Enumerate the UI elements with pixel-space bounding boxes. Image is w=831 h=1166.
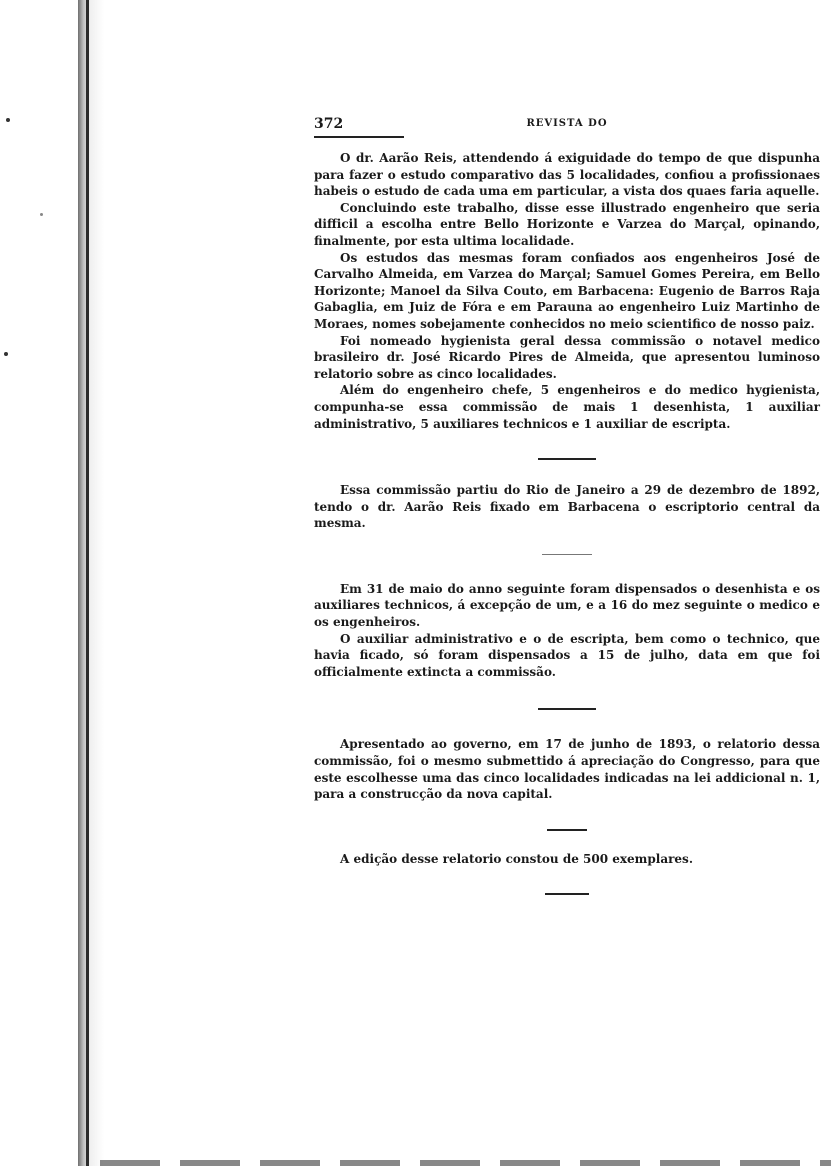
section-2 [314,482,820,532]
paragraph: Além do engenheiro chefe, 5 engenheiros e do medico hygienista, compunha-se essa commissão de mais 1 desenhista, 1 auxiliar administrativo, 5 auxiliares technicos e 1 auxiliar de escripta. [314,383,820,431]
section-4 [314,736,820,802]
paragraph: Os estudos das mesmas foram confiados aos engenheiros José de Carvalho Almeida, em Varzea do Marçal; Samuel Gomes Pereira, em Bello Horizonte; Manoel da Silva Couto, em Barbacena: Eugenio de Barros Raja Gabaglia, em Juiz de Fóra e em Parauna ao engenheiro Luiz Martinho de Moraes, nomes sobejamente conhecidos no meio scientifico de nosso paiz. [314,250,820,331]
paragraph: Foi nomeado hygienista geral dessa commissão o notavel medico brasileiro dr. José Ricardo Pires de Almeida, que apresentou luminoso relatorio sobre as cinco localidades. [314,333,820,381]
section-separator [547,829,587,831]
paragraph: Concluindo este trabalho, disse esse illustrado engenheiro que seria difficil a escolha entre Bello Horizonte e Varzea do Marçal, opinando, finalmente, por esta ultima localidade. [314,200,820,248]
section-separator [542,554,592,555]
scan-speck [40,213,43,216]
paragraph: O auxiliar administrativo e o de escripta, bem como o technico, que havia ficado, só foram dispensados a 15 de julho, data em que foi officialmente extincta a commissão. [314,631,820,679]
running-title: REVISTA DO [526,118,608,129]
header-rule [314,136,404,138]
section-separator [545,893,589,895]
section-separator [538,708,596,710]
scan-speck [4,352,8,356]
scan-page-edge [78,0,104,1166]
paragraph: Apresentado ao governo, em 17 de junho de 1893, o relatorio dessa commissão, foi o mesmo submettido á apreciação do Congresso, para que este escolhesse uma das cinco localidades indicadas na lei addicional n. 1, para a construcção da nova capital. [314,737,820,802]
paragraph: A edição desse relatorio constou de 500 exemplares. [340,851,693,866]
scan-binding-line [86,0,89,1166]
scan-speck [6,118,10,122]
section-1 [314,150,820,432]
page-number: 372 [314,116,344,132]
section-3 [314,581,820,681]
paragraph: Essa commissão partiu do Rio de Janeiro a 29 de dezembro de 1892, tendo o dr. Aarão Reis fixado em Barbacena o escriptorio central da mesma. [314,483,820,531]
section-5 [314,851,820,868]
paragraph: Em 31 de maio do anno seguinte foram dispensados o desenhista e os auxiliares technicos, á excepção de um, e a 16 do mez seguinte o medico e os engenheiros. [314,581,820,630]
page-header [314,116,820,140]
section-separator [538,458,596,460]
paragraph: O dr. Aarão Reis, attendendo á exiguidade do tempo de que dispunha para fazer o estudo comparativo das 5 localidades, confiou a profissionaes habeis o estudo de cada uma em particular, a vista dos quaes faria aquelle. [314,151,820,199]
scan-bottom-edge [100,1160,831,1166]
document-page [314,116,820,895]
